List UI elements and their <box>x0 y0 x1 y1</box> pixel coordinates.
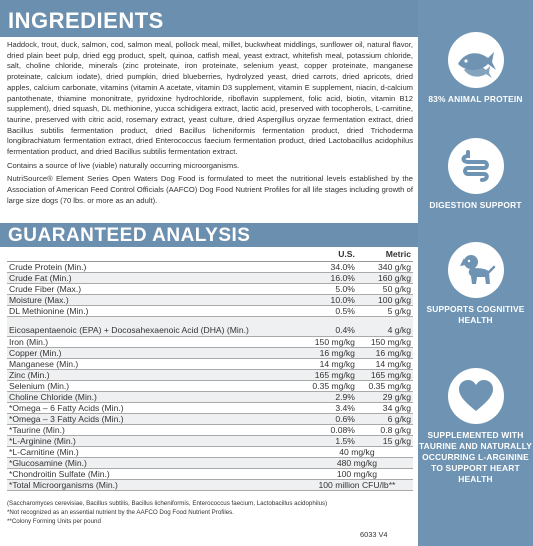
table-row <box>7 457 413 468</box>
nutrient-name-cell: Zinc (Min.) <box>7 369 301 380</box>
ingredients-header: INGREDIENTS <box>0 0 418 37</box>
product-code: 6033 V4 <box>360 530 388 539</box>
nutrient-metric-value-cell: 4 g/kg <box>357 316 413 336</box>
us-column-header: U.S. <box>301 249 357 261</box>
nutrient-metric-value-cell: 29 g/kg <box>357 391 413 402</box>
nutrient-name-cell: Manganese (Min.) <box>7 358 301 369</box>
benefit-label: DIGESTION SUPPORT <box>429 200 522 210</box>
nutrient-column-header <box>7 249 301 261</box>
benefit-animal-protein <box>418 32 533 105</box>
table-row <box>7 424 413 435</box>
nutrient-us-value-cell: 0.6% <box>301 413 357 424</box>
nutrient-name-cell: *Chondroitin Sulfate (Min.) <box>7 468 301 479</box>
table-row <box>7 261 413 272</box>
ingredients-text-block <box>7 40 413 210</box>
nutrient-us-value-cell: 0.4% <box>301 316 357 336</box>
table-row <box>7 380 413 391</box>
nutrient-metric-value-cell: 100 g/kg <box>357 294 413 305</box>
nutrient-us-value-cell: 0.5% <box>301 305 357 316</box>
nutrient-name-cell: *L-Carnitine (Min.) <box>7 446 301 457</box>
intestine-icon <box>448 138 504 194</box>
nutrient-name-cell: *L-Arginine (Min.) <box>7 435 301 446</box>
table-row <box>7 347 413 358</box>
nutrient-metric-value-cell: 16 mg/kg <box>357 347 413 358</box>
benefits-sidebar <box>418 0 533 546</box>
nutrient-metric-value-cell: 0.35 mg/kg <box>357 380 413 391</box>
nutrient-metric-value-cell: 50 g/kg <box>357 283 413 294</box>
table-header-row <box>7 249 413 261</box>
table-row <box>7 391 413 402</box>
nutrient-name-cell: *Omega – 3 Fatty Acids (Min.) <box>7 413 301 424</box>
nutrient-combined-value-cell: 100 million CFU/lb** <box>301 479 413 490</box>
benefit-label: SUPPORTS COGNITIVE HEALTH <box>426 304 525 325</box>
nutrient-name-cell: Moisture (Max.) <box>7 294 301 305</box>
nutrient-name-cell: *Omega – 6 Fatty Acids (Min.) <box>7 402 301 413</box>
nutrient-us-value-cell: 165 mg/kg <box>301 369 357 380</box>
table-row <box>7 294 413 305</box>
table-row <box>7 402 413 413</box>
nutrient-name-cell: *Glucosamine (Min.) <box>7 457 301 468</box>
aafco-footnote: *Not recognized as an essential nutrient by the AAFCO Dog Food Nutrient Profiles. <box>7 509 234 516</box>
table-row <box>7 358 413 369</box>
live-microorganisms-note: Contains a source of live (viable) naturally occurring microorganisms. <box>7 160 240 170</box>
nutrient-metric-value-cell: 150 mg/kg <box>357 336 413 347</box>
table-row <box>7 435 413 446</box>
nutrient-metric-value-cell: 340 g/kg <box>357 261 413 272</box>
nutrient-us-value-cell: 16 mg/kg <box>301 347 357 358</box>
puppy-icon <box>448 242 504 298</box>
benefit-digestion <box>418 138 533 211</box>
benefit-label: SUPPLEMENTED WITH TAURINE AND NATURALLY OCCURRING L-ARGININE TO SUPPORT HEART HEALTH <box>418 430 533 484</box>
table-row <box>7 468 413 479</box>
nutrient-name-cell: Copper (Min.) <box>7 347 301 358</box>
nutrient-us-value-cell: 3.4% <box>301 402 357 413</box>
nutrient-metric-value-cell: 0.8 g/kg <box>357 424 413 435</box>
nutrient-metric-value-cell: 14 mg/kg <box>357 358 413 369</box>
nutrient-name-cell: Choline Chloride (Min.) <box>7 391 301 402</box>
fish-icon <box>448 32 504 88</box>
nutrient-metric-value-cell: 15 g/kg <box>357 435 413 446</box>
nutrient-metric-value-cell: 34 g/kg <box>357 402 413 413</box>
nutrient-metric-value-cell: 6 g/kg <box>357 413 413 424</box>
nutrient-us-value-cell: 10.0% <box>301 294 357 305</box>
microorganism-footnote: (Saccharomyces cerevisiae, Bacillus subtilis, Bacillus licheniformis, Enterococcus faecium, Lactobacillus acidophilus) <box>7 500 328 507</box>
table-row <box>7 369 413 380</box>
nutrient-us-value-cell: 1.5% <box>301 435 357 446</box>
table-row <box>7 305 413 316</box>
aafco-statement: NutriSource® Element Series Open Waters Dog Food is formulated to meet the nutritional levels established by the Association of American Feed Control Officials (AAFCO) Dog Food Nutrient Profiles for all life stages including growth of large size dogs (70 lbs. or more as an adult). <box>7 174 413 205</box>
nutrient-name-cell: Selenium (Min.) <box>7 380 301 391</box>
nutrient-name-cell: Eicosapentaenoic (EPA) + Docosahexaenoic Acid (DHA) (Min.) <box>7 316 301 336</box>
heart-icon <box>448 368 504 424</box>
nutrient-combined-value-cell: 100 mg/kg <box>301 468 413 479</box>
nutrient-us-value-cell: 0.08% <box>301 424 357 435</box>
table-row <box>7 479 413 490</box>
footnotes <box>7 499 413 526</box>
table-row <box>7 336 413 347</box>
benefit-cognitive <box>418 242 533 326</box>
nutrient-name-cell: *Taurine (Min.) <box>7 424 301 435</box>
nutrient-metric-value-cell: 165 mg/kg <box>357 369 413 380</box>
guaranteed-analysis-table <box>7 249 413 491</box>
nutrient-name-cell: *Total Microorganisms (Min.) <box>7 479 301 490</box>
table-row <box>7 283 413 294</box>
nutrient-name-cell: DL Methionine (Min.) <box>7 305 301 316</box>
cfu-footnote: **Colony Forming Units per pound <box>7 518 101 525</box>
nutrient-name-cell: Iron (Min.) <box>7 336 301 347</box>
nutrient-us-value-cell: 0.35 mg/kg <box>301 380 357 391</box>
nutrient-combined-value-cell: 480 mg/kg <box>301 457 413 468</box>
nutrient-name-cell: Crude Fiber (Max.) <box>7 283 301 294</box>
ingredients-list: Haddock, trout, duck, salmon, cod, salmon meal, pollock meal, millet, buckwheat middlings, sunflower oil, natural flavor, dried plain beet pulp, dried egg product, spelt, quinoa, catfish meal, yeast extract, whitefish meal, potassium chloride, salt, choline chloride, minerals (zinc proteinate, iron proteinate, selenium yeast, copper proteinate, manganese proteinate, calcium iodate), dried pumpkin, dried blueberries, hydrolyzed yeast, dried carrots, dried apricots, dried apples, calcium carbonate, vitamins (vitamin A acetate, vitamin D3 supplement, vitamin E supplement, niacin, d-calcium pantothenate, thiamine mononitrate, pyridoxine hydrochloride, riboflavin supplement, folic acid, biotin, vitamin B12 supplement), dried squash, DL methionine, yucca schidigera extract, lactic acid, preserved with tocopherols, L-carnitine, taurine, preserved with citric acid, rosemary extract, yeast culture, dried Aspergillus oryzae fermentation extract, dried Bacillus subtilis fermentation product, dried Bacillus licheniformis fermentation product, dried Trichoderma longibrachiatum fermentation extract, dried Enterococcus faecium fermentation product, dried Lactobacillus acidophilus fermentation product, and dried Bacillus subtilis fermentation extract. <box>7 40 413 157</box>
table-row <box>7 272 413 283</box>
nutrient-metric-value-cell: 160 g/kg <box>357 272 413 283</box>
table-body <box>7 261 413 490</box>
nutrient-name-cell: Crude Fat (Min.) <box>7 272 301 283</box>
benefit-label: 83% ANIMAL PROTEIN <box>428 94 523 104</box>
nutrient-us-value-cell: 2.9% <box>301 391 357 402</box>
nutrient-combined-value-cell: 40 mg/kg <box>301 446 413 457</box>
nutrient-us-value-cell: 150 mg/kg <box>301 336 357 347</box>
table-row <box>7 316 413 336</box>
nutrient-us-value-cell: 34.0% <box>301 261 357 272</box>
nutrient-us-value-cell: 14 mg/kg <box>301 358 357 369</box>
table-row <box>7 413 413 424</box>
nutrient-name-cell: Crude Protein (Min.) <box>7 261 301 272</box>
nutrient-us-value-cell: 16.0% <box>301 272 357 283</box>
guaranteed-analysis-header: GUARANTEED ANALYSIS <box>0 223 418 247</box>
metric-column-header: Metric <box>357 249 413 261</box>
nutrient-metric-value-cell: 5 g/kg <box>357 305 413 316</box>
table-row <box>7 446 413 457</box>
benefit-heart-health <box>418 368 533 485</box>
nutrient-us-value-cell: 5.0% <box>301 283 357 294</box>
